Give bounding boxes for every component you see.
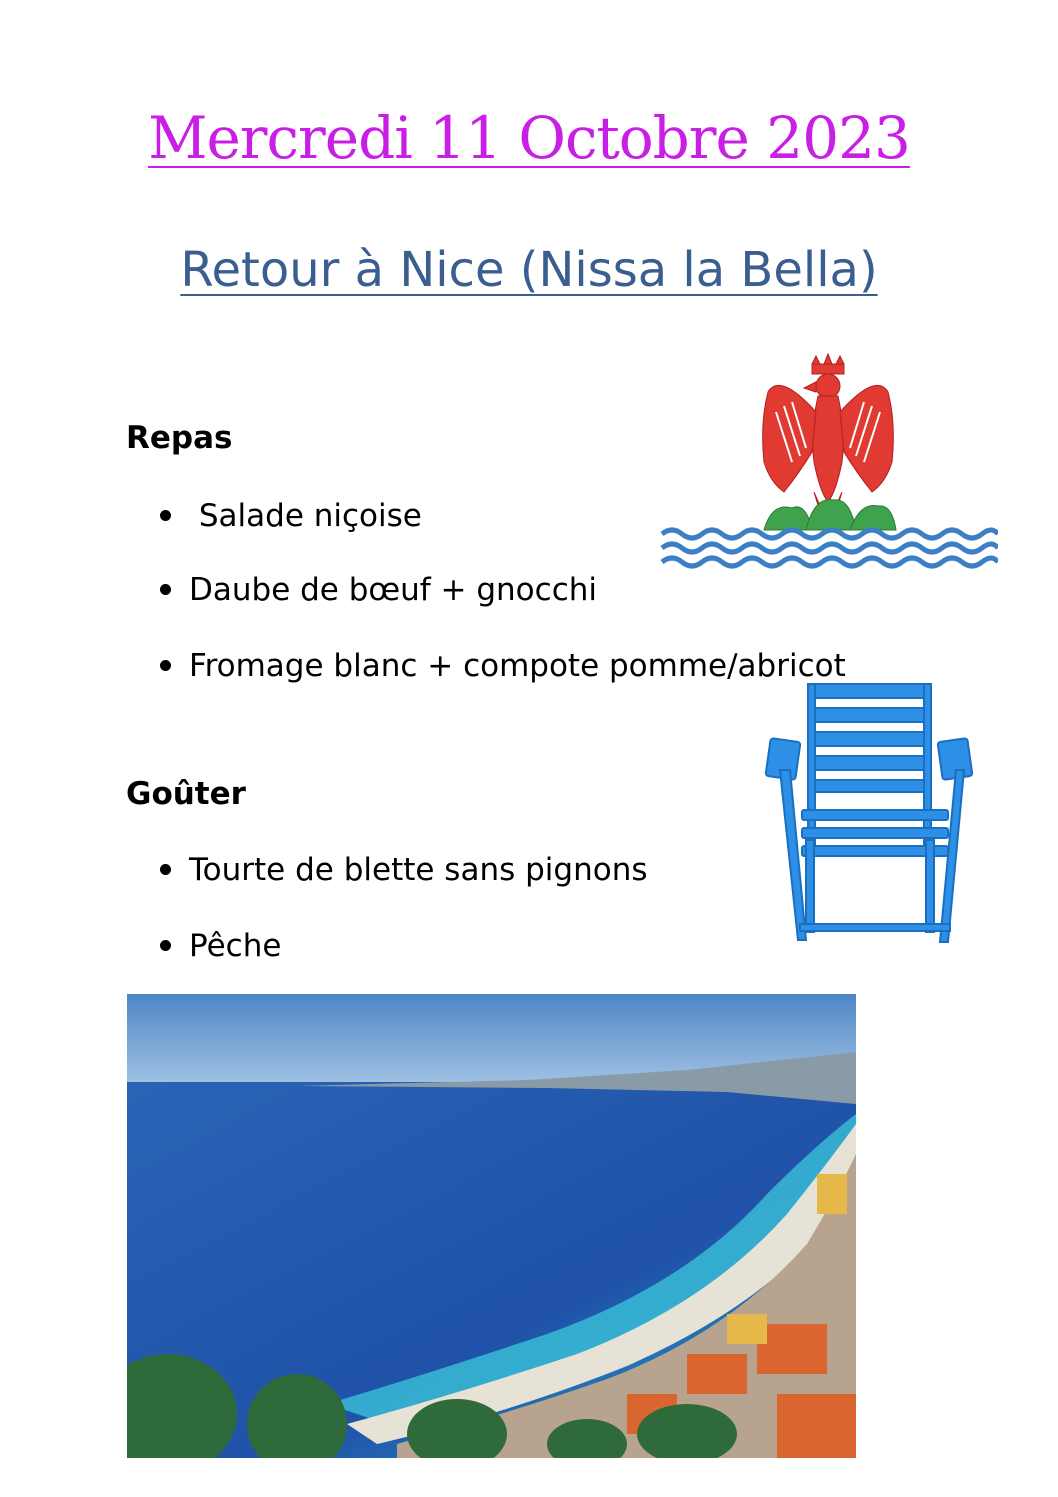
page-subtitle: Retour à Nice (Nissa la Bella) xyxy=(180,242,878,298)
bullet-icon xyxy=(160,864,171,875)
list-item-label: Pêche xyxy=(189,928,282,964)
list-item xyxy=(160,850,648,890)
bullet-icon xyxy=(160,660,171,671)
list-item xyxy=(160,646,846,686)
page-title: Mercredi 11 Octobre 2023 xyxy=(148,104,910,172)
list-item-label: Fromage blanc + compote pomme/abricot xyxy=(189,648,846,684)
list-item xyxy=(160,570,597,610)
bullet-icon xyxy=(160,510,171,521)
list-item xyxy=(160,496,422,536)
bullet-icon xyxy=(160,940,171,951)
gouter-heading: Goûter xyxy=(126,776,246,812)
bullet-icon xyxy=(160,584,171,595)
list-item xyxy=(160,926,281,966)
blue-chair-icon xyxy=(750,680,980,950)
promenade-des-anglais-photo xyxy=(127,994,856,1458)
nice-coat-of-arms-icon xyxy=(660,352,998,570)
list-item-label: Daube de bœuf + gnocchi xyxy=(189,572,597,608)
list-item-label: Salade niçoise xyxy=(189,498,422,534)
list-item-label: Tourte de blette sans pignons xyxy=(189,852,648,888)
repas-heading: Repas xyxy=(126,420,233,456)
